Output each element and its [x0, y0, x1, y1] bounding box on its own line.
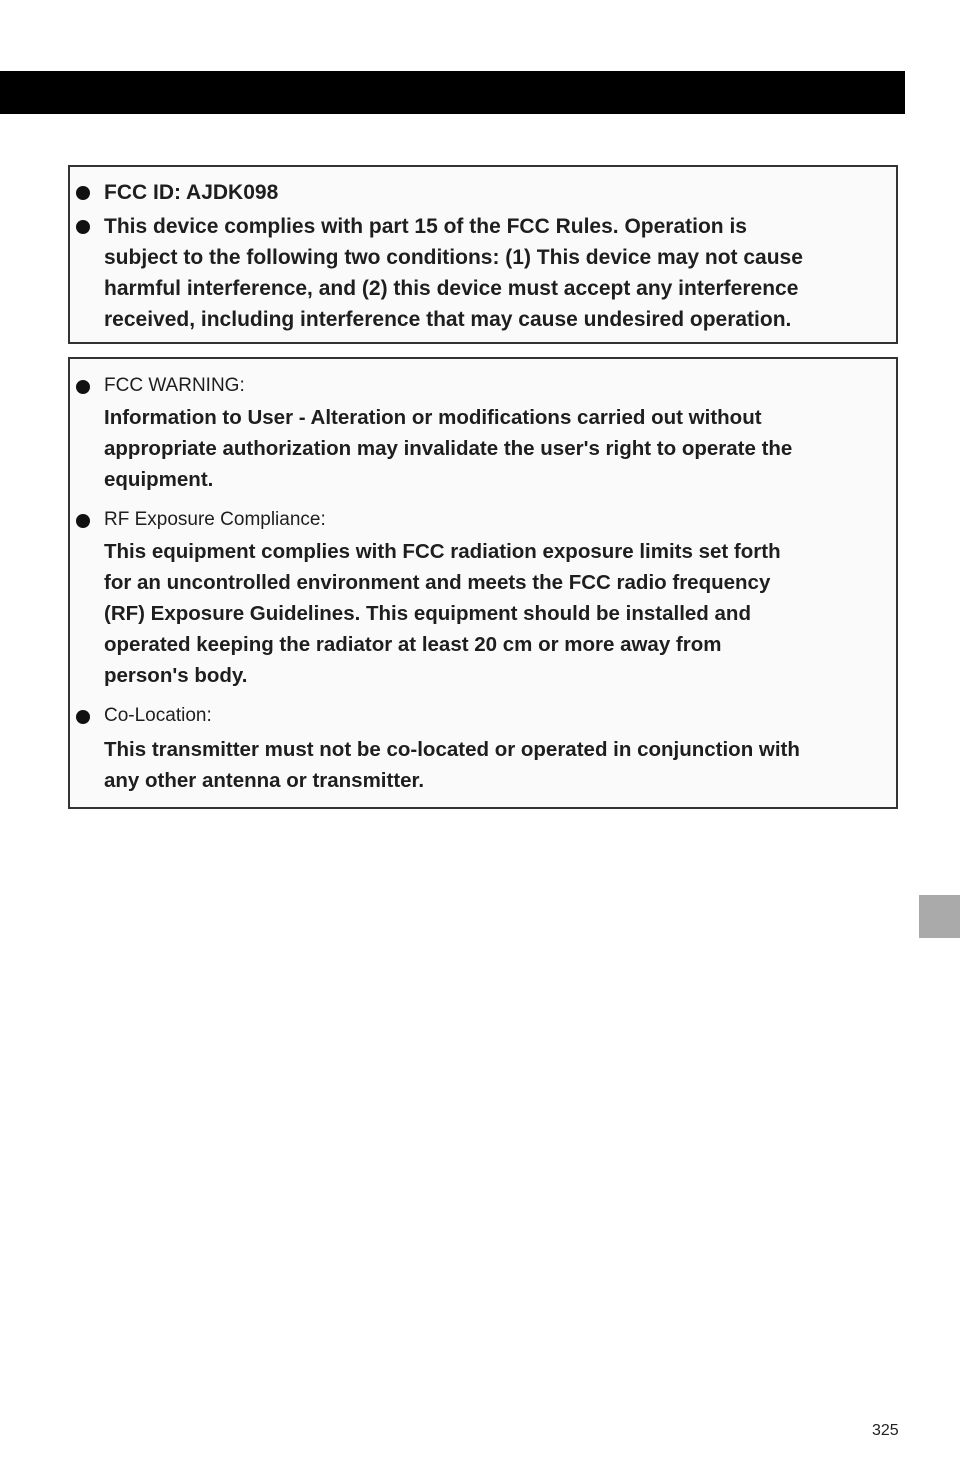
rf-exposure-label: RF Exposure Compliance:: [104, 509, 326, 530]
bullet-icon: [76, 514, 90, 528]
warnings-box: [68, 357, 898, 809]
side-tab: [919, 895, 960, 938]
co-location-label: Co-Location:: [104, 705, 212, 726]
bullet-icon: [76, 710, 90, 724]
rf-exposure-text: This equipment complies with FCC radiation exposure limits set forth for an uncontrolled environment and meets the FCC radio frequency (RF) Exposure Guidelines. This equipment should be installed and operated keeping the radiator at least 20 cm or more away from person's body.: [104, 540, 781, 687]
co-location-text: This transmitter must not be co-located or operated in conjunction with any other antenna or transmitter.: [104, 738, 800, 792]
page-number: 325: [872, 1422, 899, 1439]
header-bar: [0, 71, 905, 114]
bullet-icon: [76, 220, 90, 234]
fcc-id-box: [68, 165, 898, 344]
compliance-text: This device complies with part 15 of the FCC Rules. Operation is subject to the following two conditions: (1) This device may not cause harmful interference, and (2) this device must accept any interference received, including interference that may cause undesired operation.: [104, 215, 803, 331]
fcc-id-text: FCC ID: AJDK098: [104, 181, 279, 204]
fcc-warning-text: Information to User - Alteration or modifications carried out without appropriate authorization may invalidate the user's right to operate the equipment.: [104, 406, 793, 491]
bullet-icon: [76, 186, 90, 200]
bullet-icon: [76, 380, 90, 394]
fcc-warning-label: FCC WARNING:: [104, 375, 245, 396]
